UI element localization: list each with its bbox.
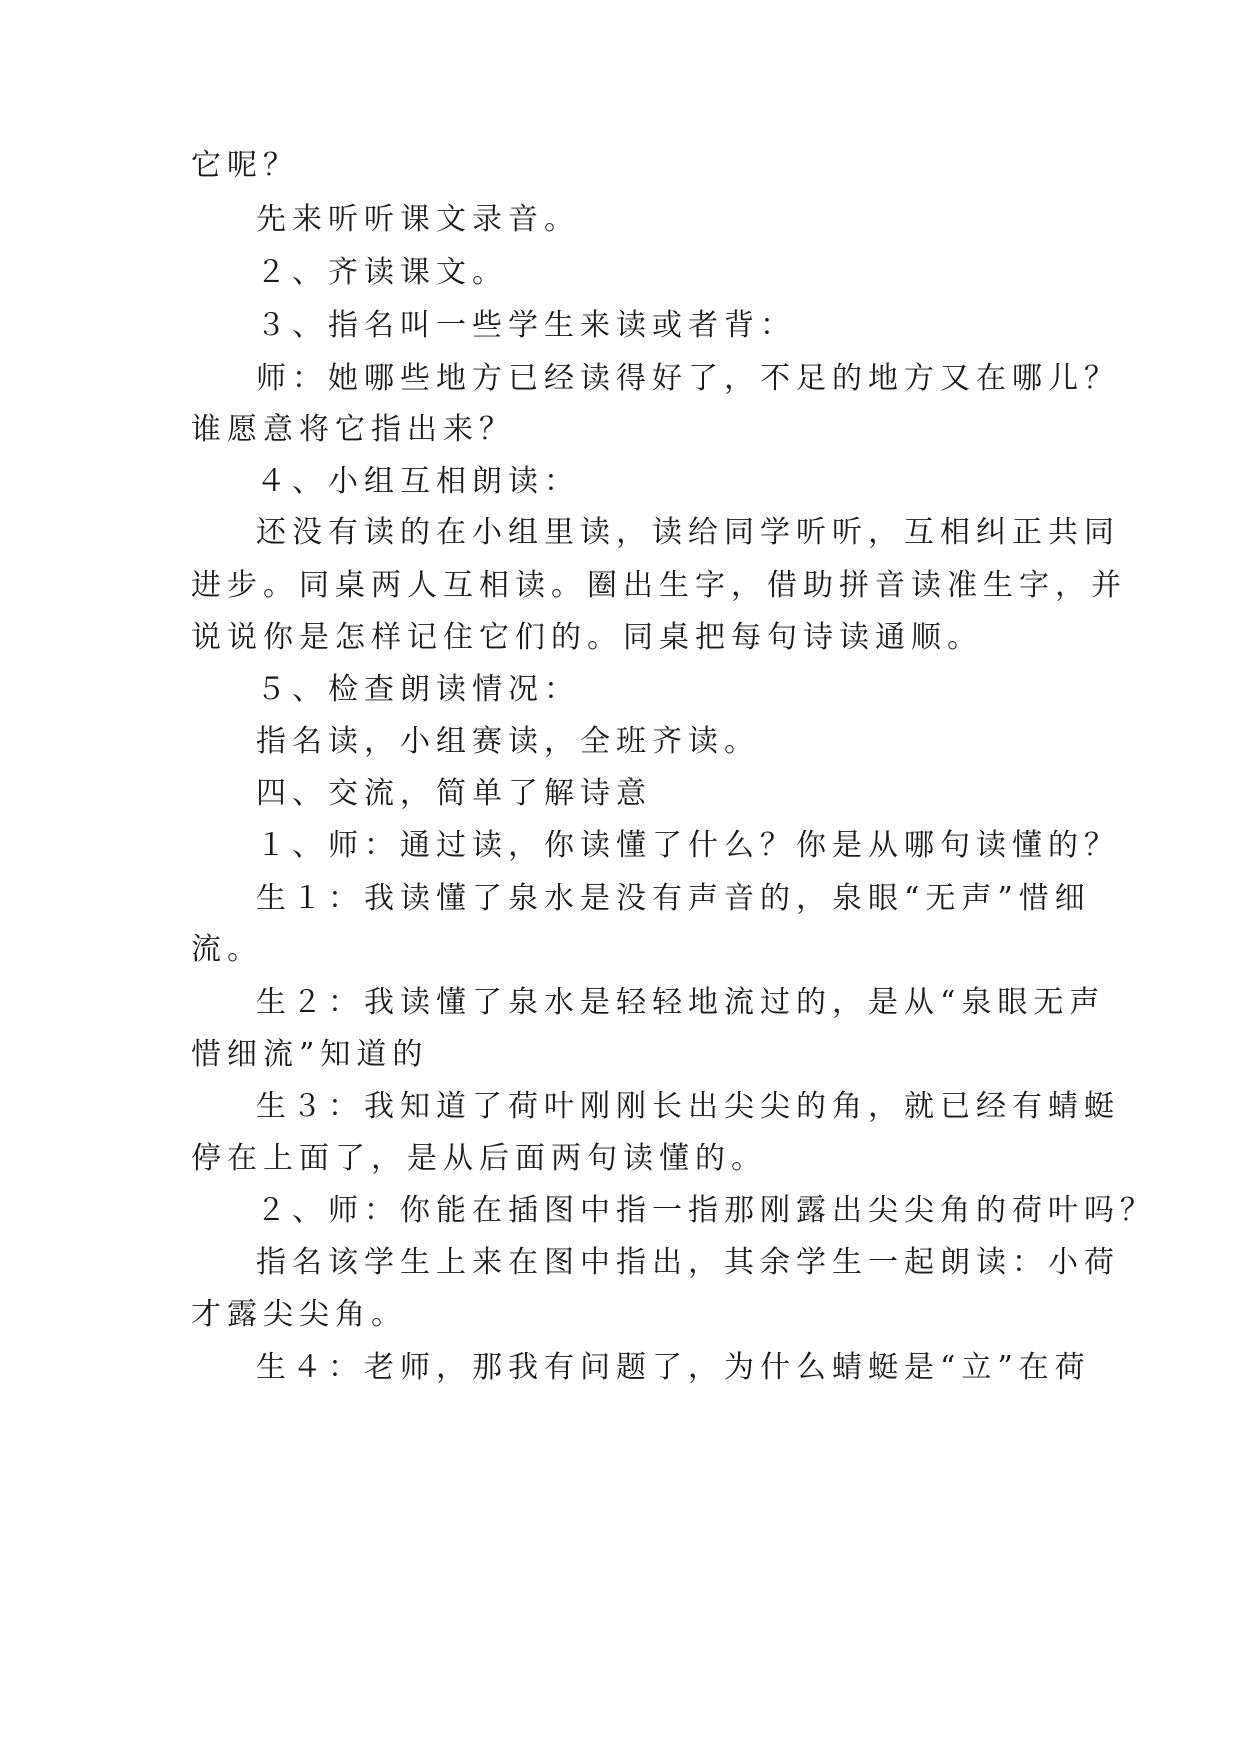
text-line-12: 指名读，小组赛读，全班齐读。 — [256, 724, 760, 759]
text-line-4: ３、指名叫一些学生来读或者背： — [256, 308, 796, 343]
text-line-18: 惜细流”知道的 — [191, 1037, 429, 1072]
text-line-20: 停在上面了，是从后面两句读懂的。 — [191, 1141, 767, 1176]
text-line-7: ４、小组互相朗读： — [256, 464, 580, 499]
text-line-21: ２、师：你能在插图中指一指那刚露出尖尖角的荷叶吗？ — [256, 1193, 1156, 1228]
text-line-5: 师：她哪些地方已经读得好了，不足的地方又在哪儿？ — [256, 361, 1120, 396]
text-line-23: 才露尖尖角。 — [191, 1297, 407, 1332]
text-line-2: 先来听听课文录音。 — [256, 202, 580, 237]
text-line-19: 生３：我知道了荷叶刚刚长出尖尖的角，就已经有蜻蜓 — [256, 1089, 1120, 1124]
text-line-17: 生２：我读懂了泉水是轻轻地流过的，是从“泉眼无声 — [256, 985, 1106, 1020]
text-line-1: 它呢？ — [191, 148, 299, 183]
text-line-24: 生４：老师，那我有问题了，为什么蜻蜓是“立”在荷 — [256, 1350, 1091, 1385]
text-line-13: 四、交流，简单了解诗意 — [256, 776, 652, 811]
text-line-9: 进步。同桌两人互相读。圈出生字，借助拼音读准生字，并 — [191, 568, 1127, 603]
text-line-15: 生１：我读懂了泉水是没有声音的，泉眼“无声”惜细 — [256, 881, 1091, 916]
text-line-11: ５、检查朗读情况： — [256, 672, 580, 707]
text-line-10: 说说你是怎样记住它们的。同桌把每句诗读通顺。 — [191, 620, 983, 655]
text-line-8: 还没有读的在小组里读，读给同学听听，互相纠正共同 — [256, 515, 1120, 550]
text-line-14: １、师：通过读，你读懂了什么？你是从哪句读懂的？ — [256, 828, 1120, 863]
text-line-3: ２、齐读课文。 — [256, 255, 508, 290]
text-line-16: 流。 — [191, 932, 263, 967]
text-line-6: 谁愿意将它指出来？ — [191, 412, 515, 447]
text-line-22: 指名该学生上来在图中指出，其余学生一起朗读：小荷 — [256, 1245, 1120, 1280]
